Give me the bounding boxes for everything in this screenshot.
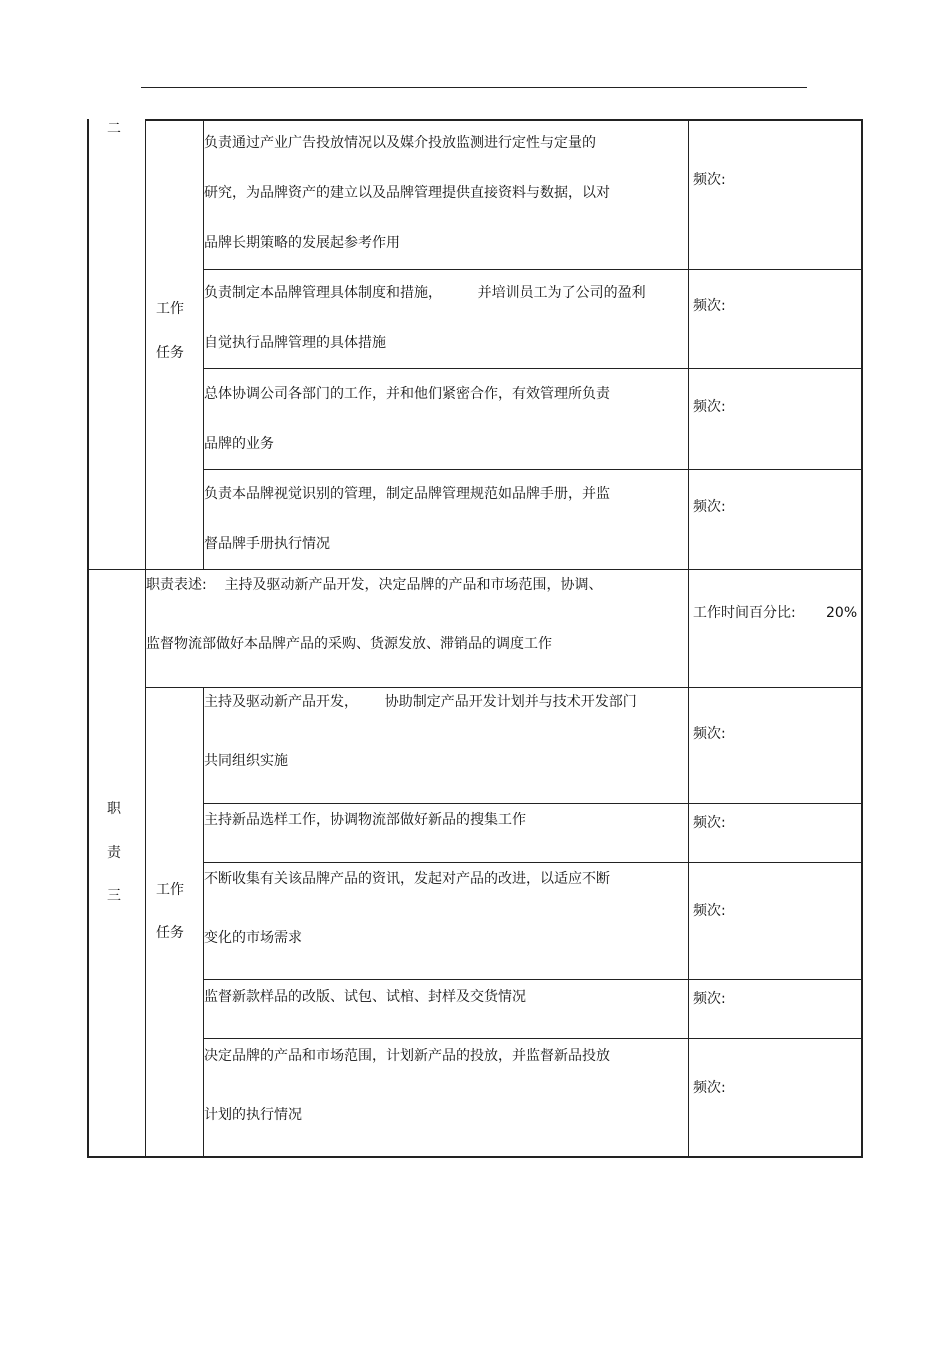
col-divider <box>688 119 689 1158</box>
task-text: 共同组织实施 <box>204 753 288 769</box>
frequency-label: 频次: <box>693 991 726 1007</box>
table-border-bottom <box>87 1156 862 1158</box>
section-3-label: 三 <box>107 888 121 904</box>
task-text: 品牌长期策略的发展起参考作用 <box>204 235 400 251</box>
task-text: 监督新款样品的改版、试包、试棺、封样及交货情况 <box>204 989 526 1005</box>
frequency-label: 频次: <box>693 399 726 415</box>
task-text: 主持及驱动新产品开发， 协助制定产品开发计划并与技术开发部门 <box>204 694 637 710</box>
col-divider <box>145 570 146 1158</box>
row-divider <box>203 368 862 369</box>
row-divider <box>145 687 862 688</box>
task-text: 变化的市场需求 <box>204 930 302 946</box>
frequency-label: 频次: <box>693 499 726 515</box>
frequency-label: 频次: <box>693 298 726 314</box>
row-divider <box>87 569 862 570</box>
frequency-label: 频次: <box>693 815 726 831</box>
row-divider <box>145 119 862 121</box>
row-divider <box>203 269 862 270</box>
frequency-label: 频次: <box>693 172 726 188</box>
section-2-number: 二 <box>107 121 121 137</box>
task-text: 决定品牌的产品和市场范围，计划新产品的投放，并监督新品投放 <box>204 1048 610 1064</box>
task-text: 督品牌手册执行情况 <box>204 536 330 552</box>
time-percentage-value: 20% <box>826 605 858 621</box>
frequency-label: 频次: <box>693 726 726 742</box>
task-text: 主持新品选样工作，协调物流部做好新品的搜集工作 <box>204 812 526 828</box>
task-text: 品牌的业务 <box>204 436 274 452</box>
task-text: 计划的执行情况 <box>204 1107 302 1123</box>
task-text: 研究，为品牌资产的建立以及品牌管理提供直接资料与数据，以对 <box>204 185 610 201</box>
task-text: 负责制定本品牌管理具体制度和措施， 并培训员工为了公司的盈利 <box>204 285 646 301</box>
work-task-label: 工作 <box>156 301 184 317</box>
frequency-label: 频次: <box>693 903 726 919</box>
section-3-label: 职 <box>107 801 121 817</box>
col-divider <box>145 119 146 570</box>
duty-description: 监督物流部做好本品牌产品的采购、货源发放、滞销品的调度工作 <box>146 636 552 652</box>
work-task-label: 任务 <box>156 345 184 361</box>
task-text: 总体协调公司各部门的工作，并和他们紧密合作，有效管理所负责 <box>204 386 610 402</box>
task-text: 负责本品牌视觉识别的管理，制定品牌管理规范如品牌手册，并监 <box>204 486 610 502</box>
row-divider <box>203 1038 862 1039</box>
page-header-rule <box>141 87 807 88</box>
task-text: 负责通过产业广告投放情况以及媒介投放监测进行定性与定量的 <box>204 135 596 151</box>
table-border-right <box>861 119 863 1158</box>
task-text: 不断收集有关该品牌产品的资讯，发起对产品的改进，以适应不断 <box>204 871 610 887</box>
duty-description: 职责表述: 主持及驱动新产品开发，决定品牌的产品和市场范围，协调、 <box>146 577 603 593</box>
work-task-label: 工作 <box>156 882 184 898</box>
frequency-label: 频次: <box>693 1080 726 1096</box>
table-border-left <box>87 119 89 1158</box>
row-divider <box>203 469 862 470</box>
row-divider <box>203 803 862 804</box>
time-percentage-label: 工作时间百分比: <box>693 605 796 621</box>
work-task-label: 任务 <box>156 925 184 941</box>
row-divider <box>203 979 862 980</box>
task-text: 自觉执行品牌管理的具体措施 <box>204 335 386 351</box>
row-divider <box>203 862 862 863</box>
section-3-label: 责 <box>107 845 121 861</box>
